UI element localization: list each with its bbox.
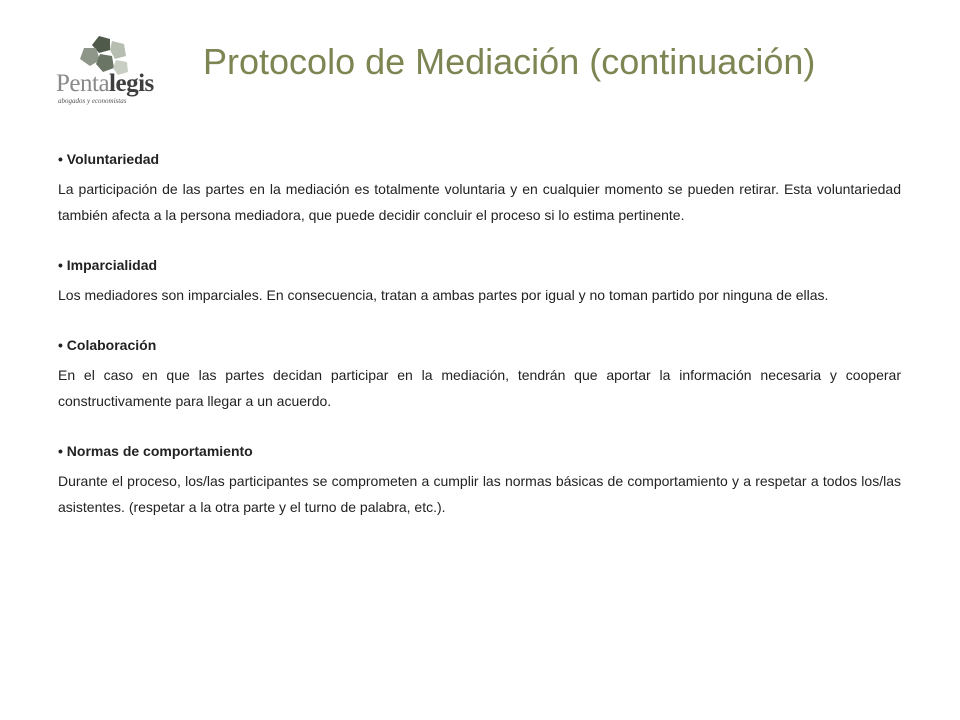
principle-title: Voluntariedad	[66, 151, 160, 167]
page-title: Protocolo de Mediación (continuación)	[203, 41, 816, 82]
principles-list	[58, 148, 901, 520]
logo-word-part2: legis	[109, 70, 154, 97]
principle-imparcialidad	[58, 254, 901, 308]
bullet: •	[58, 257, 63, 273]
principle-text: En el caso en que las partes decidan participar en la mediación, tendrán que aportar la información necesaria y cooperar constructivamente para llegar a un acuerdo.	[58, 367, 901, 409]
principle-colaboracion	[58, 334, 901, 414]
principle-heading	[58, 148, 901, 170]
logo-tagline: abogados y economistas	[58, 97, 127, 105]
principle-title: Colaboración	[66, 337, 157, 353]
principle-normas-comportamiento	[58, 440, 901, 520]
bullet: •	[58, 443, 63, 459]
principle-text: Los mediadores son imparciales. En consecuencia, tratan a ambas partes por igual y no toman partido por ninguna de ellas.	[58, 287, 829, 303]
principle-text: La participación de las partes en la mediación es totalmente voluntaria y en cualquier momento se pueden retirar. Esta voluntariedad también afecta a la persona mediadora, que puede decidir concluir el proceso si lo estima pertinente.	[58, 181, 901, 223]
principle-voluntariedad	[58, 148, 901, 228]
logo-word-part1: Penta	[56, 70, 110, 97]
bullet: •	[58, 151, 63, 167]
principle-text: Durante el proceso, los/las participantes se comprometen a cumplir las normas básicas de comportamiento y a respetar a todos los/las asistentes. (respetar a la otra parte y el turno de palabra, etc.).	[58, 473, 901, 515]
principle-heading	[58, 254, 901, 276]
pentalegis-logo	[56, 32, 156, 104]
principle-title: Normas de comportamiento	[66, 443, 253, 459]
principle-title: Imparcialidad	[66, 257, 158, 273]
logo-wordmark	[56, 71, 154, 97]
principle-heading	[58, 334, 901, 356]
principle-heading	[58, 440, 901, 462]
bullet: •	[58, 337, 63, 353]
